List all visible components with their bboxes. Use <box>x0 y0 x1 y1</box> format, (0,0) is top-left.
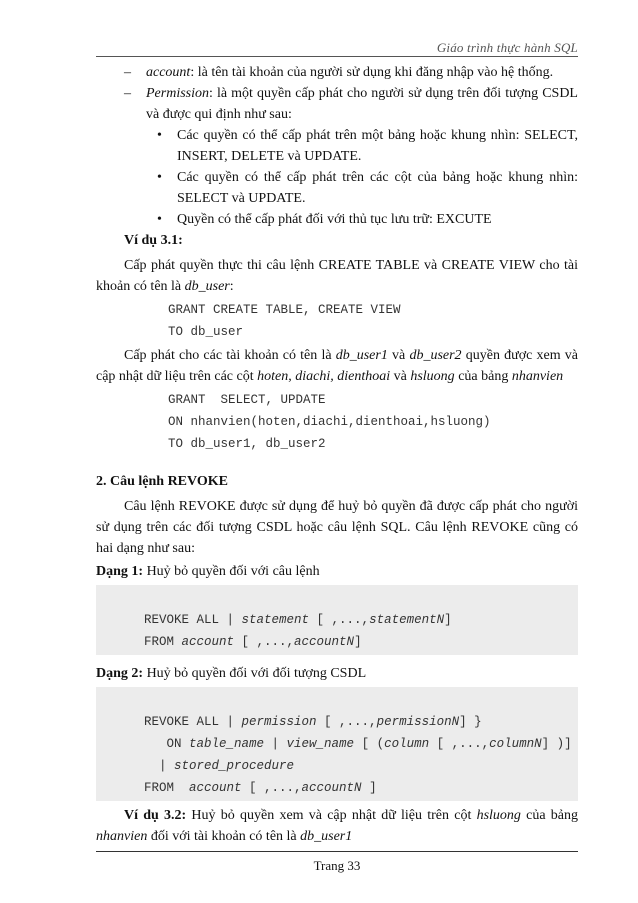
bullet-item <box>96 125 578 167</box>
code-line: ON nhanvien(hoten,diachi,dienthoai,hsluong) <box>168 415 491 429</box>
table-name: nhanvien <box>511 369 564 384</box>
example-grant-columns-description <box>96 345 578 387</box>
page-content <box>96 62 578 847</box>
example-3-1-description <box>96 255 578 297</box>
bullet-text: Các quyền có thể cấp phát trên một bảng hoặc khung nhìn: SELECT, INSERT, DELETE và UPDATE. <box>177 128 578 164</box>
column-name: hsluong <box>410 369 455 384</box>
code-block <box>96 389 578 455</box>
section-intro: Câu lệnh REVOKE được sử dụng để huỷ bỏ quyền đã được cấp phát cho người sử dụng trên các đối tượng CSDL hoặc câu lệnh SQL. Câu lệnh REVOKE cũng có hai dạng như sau: <box>96 499 578 556</box>
form-1-heading <box>96 561 578 582</box>
example-text: đối với tài khoản có tên là <box>147 829 301 844</box>
form-label: Dạng 1: <box>96 564 144 579</box>
bullet-item <box>96 209 578 230</box>
header-divider <box>96 56 578 57</box>
code-line: TO db_user <box>168 325 244 339</box>
user-name: db_user2 <box>409 348 462 363</box>
code-line: FROM account [ ,...,accountN ] <box>144 781 377 795</box>
code-line: | stored_procedure <box>144 759 295 773</box>
syntax-box-form-2 <box>96 687 578 801</box>
bullet-marker: • <box>157 170 162 185</box>
example-text: của bảng <box>454 369 512 384</box>
dash-marker: – <box>124 86 131 101</box>
bullet-marker: • <box>157 212 162 227</box>
bullet-marker: • <box>157 128 162 143</box>
page-header: Giáo trình thực hành SQL <box>436 40 578 55</box>
bullet-item <box>96 167 578 209</box>
dash-marker: – <box>124 65 131 80</box>
definition-account <box>96 62 578 83</box>
code-line: GRANT SELECT, UPDATE <box>168 393 326 407</box>
example-text: Huỷ bỏ quyền xem và cập nhật dữ liệu trên cột <box>186 808 477 823</box>
example-text: Cấp phát quyền thực thi câu lệnh CREATE TABLE và CREATE VIEW cho tài khoản có tên là <box>96 258 578 294</box>
definition-text: : là một quyền cấp phát cho người sử dụng trên đối tượng CSDL và được qui định như sau: <box>146 86 578 122</box>
bullet-text: Các quyền có thể cấp phát trên các cột của bảng hoặc khung nhìn: SELECT và UPDATE. <box>177 170 578 206</box>
code-line: GRANT CREATE TABLE, CREATE VIEW <box>168 303 401 317</box>
term-permission: Permission <box>146 86 209 101</box>
column-name: dienthoai <box>337 369 391 384</box>
user-name: db_user <box>184 279 230 294</box>
form-text: Huỷ bỏ quyền đối với đối tượng CSDL <box>143 666 367 681</box>
example-text: Cấp phát cho các tài khoản có tên là <box>124 348 336 363</box>
definition-text: : là tên tài khoản của người sử dụng khi đăng nhập vào hệ thống. <box>190 65 554 80</box>
column-name: hoten <box>257 369 289 384</box>
table-name: nhanvien <box>96 829 148 844</box>
syntax-box-form-1 <box>96 585 578 655</box>
definition-permission <box>96 83 578 125</box>
page-number: Trang 33 <box>313 858 361 873</box>
example-text: và <box>390 369 411 384</box>
bullet-text: Quyền có thể cấp phát đối với thủ tục lưu trữ: EXCUTE <box>177 212 492 227</box>
form-text: Huỷ bỏ quyền đối với câu lệnh <box>143 564 320 579</box>
form-2-heading <box>96 663 578 684</box>
column-name: hsluong <box>476 808 521 823</box>
term-account: account <box>146 65 191 80</box>
example-text: quyền được xem và cập nhật dữ liệu trên các cột <box>96 348 579 384</box>
code-line: TO db_user1, db_user2 <box>168 437 326 451</box>
user-name: db_user1 <box>300 829 353 844</box>
example-3-2 <box>96 805 578 847</box>
code-block <box>96 299 578 343</box>
section-title: 2. Câu lệnh REVOKE <box>96 474 228 489</box>
example-label: Ví dụ 3.2: <box>124 808 187 823</box>
example-text: của bảng <box>520 808 579 823</box>
example-text: và <box>387 348 410 363</box>
code-line: ON table_name | view_name [ (column [ ,...,columnN] )] <box>144 737 572 751</box>
example-text: , <box>288 369 296 384</box>
example-3-1-label: Ví dụ 3.1: <box>124 233 183 248</box>
user-name: db_user1 <box>335 348 388 363</box>
footer-divider <box>96 851 578 852</box>
code-line: FROM account [ ,...,accountN] <box>144 635 362 649</box>
code-line: REVOKE ALL | permission [ ,...,permissionN] } <box>144 715 482 729</box>
code-line: REVOKE ALL | statement [ ,...,statementN] <box>144 613 452 627</box>
example-text: : <box>229 279 234 294</box>
column-name: diachi, <box>295 369 334 384</box>
form-label: Dạng 2: <box>96 666 144 681</box>
